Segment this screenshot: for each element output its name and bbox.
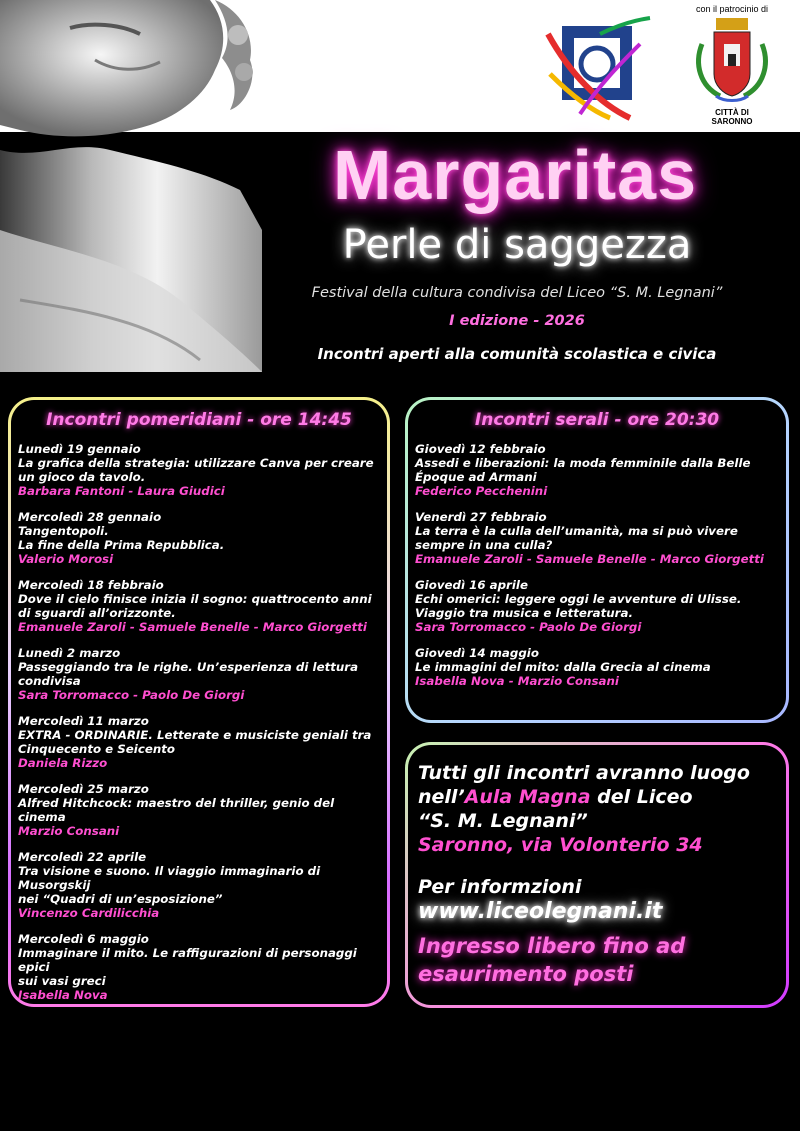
info-block — [418, 761, 776, 988]
event-date: Mercoledì 18 febbraio — [18, 578, 164, 592]
event-speakers: Barbara Fantoni - Laura Giudici — [18, 484, 225, 498]
event-date: Lunedì 2 marzo — [18, 646, 121, 660]
venue-line-2-pre: nell’ — [418, 786, 465, 808]
evening-heading: Incontri serali - ore 20:30 — [474, 410, 720, 430]
evening-panel — [405, 397, 789, 723]
event-speakers: Isabella Nova - Marzio Consani — [415, 674, 619, 688]
list-item — [18, 714, 377, 770]
event-date: Mercoledì 6 maggio — [18, 932, 149, 946]
website-link[interactable]: www.liceolegnani.it — [418, 899, 663, 924]
event-title: La terra è la culla dell’umanità, ma si può vivere sempre in una culla? — [415, 524, 738, 552]
event-date: Giovedì 14 maggio — [415, 646, 539, 660]
festival-subtitle: Perle di saggezza — [342, 222, 692, 268]
afternoon-panel — [8, 397, 390, 1007]
event-title: Alfred Hitchcock: maestro del thriller, genio del cinema — [18, 796, 335, 824]
event-date: Lunedì 19 gennaio — [18, 442, 141, 456]
saronno-crest-icon — [692, 14, 772, 104]
event-speakers: Marzio Consani — [18, 824, 120, 838]
info-panel — [405, 742, 789, 1008]
entry-line-2: esaurimento posti — [418, 962, 634, 986]
event-title: Dove il cielo finisce inizia il sogno: quattrocento anni di sguardi all’orizzonte. — [18, 592, 372, 620]
event-speakers: Sara Torromacco - Paolo De Giorgi — [18, 688, 245, 702]
event-title: Tra visione e suono. Il viaggio immaginario di Musorgskij nei “Quadri di un’esposizione” — [18, 864, 321, 906]
event-date: Venerdì 27 febbraio — [415, 510, 547, 524]
list-item — [415, 646, 776, 688]
list-item — [18, 578, 377, 634]
info-label: Per informzioni — [418, 876, 582, 898]
afternoon-heading: Incontri pomeridiani - ore 14:45 — [46, 410, 352, 430]
event-date: Mercoledì 22 aprile — [18, 850, 147, 864]
venue-line-1: Tutti gli incontri avranno luogo — [418, 762, 750, 784]
event-title: Echi omerici: leggere oggi le avventure di Ulisse. Viaggio tra musica e letteratura. — [415, 592, 742, 620]
venue-line-3: “S. M. Legnani” — [418, 810, 588, 832]
event-title: Immaginare il mito. Le raffigurazioni di personaggi epici sui vasi greci — [18, 946, 357, 988]
statue-illustration — [0, 0, 262, 372]
event-title: Tangentopoli. La fine della Prima Repubblica. — [18, 524, 225, 552]
event-date: Giovedì 16 aprile — [415, 578, 528, 592]
event-date: Mercoledì 28 gennaio — [18, 510, 162, 524]
audience-label: Incontri aperti alla comunità scolastica e civica — [317, 345, 717, 363]
list-item — [415, 510, 776, 566]
event-date: Mercoledì 25 marzo — [18, 782, 149, 796]
list-item — [18, 932, 377, 1002]
entry-notice — [418, 932, 776, 988]
city-line-1: CITTÀ DI — [715, 108, 749, 117]
event-title: Passeggiando tra le righe. Un’esperienza di lettura condivisa — [18, 660, 359, 688]
festival-title: Margaritas — [332, 136, 698, 214]
patronage-block — [688, 4, 776, 126]
venue-address: Saronno, via Volonterio 34 — [418, 834, 703, 856]
event-title: EXTRA - ORDINARIE. Letterate e musiciste geniali tra Cinquecento e Seicento — [18, 728, 372, 756]
list-item — [415, 578, 776, 634]
evening-event-list — [415, 442, 776, 700]
venue-aula-magna: Aula Magna — [464, 786, 591, 808]
list-item — [18, 646, 377, 702]
event-date: Mercoledì 11 marzo — [18, 714, 149, 728]
event-speakers: Valerio Morosi — [18, 552, 114, 566]
afternoon-event-list — [18, 442, 377, 1014]
event-speakers: Sara Torromacco - Paolo De Giorgi — [415, 620, 642, 634]
event-title: La grafica della strategia: utilizzare Canva per creare un gioco da tavolo. — [18, 456, 374, 484]
edition-label: I edizione - 2026 — [449, 313, 585, 329]
event-title: Le immagini del mito: dalla Grecia al cinema — [415, 660, 711, 674]
event-speakers: Federico Pecchenini — [415, 484, 548, 498]
patronage-label: con il patrocinio di — [695, 4, 769, 14]
festival-description: Festival della cultura condivisa del Liceo “S. M. Legnani” — [311, 285, 723, 301]
city-line-2: SARONNO — [711, 117, 753, 126]
venue-line-2-post: del Liceo — [590, 786, 693, 808]
list-item — [18, 850, 377, 920]
list-item — [18, 510, 377, 566]
entry-line-1: Ingresso libero fino ad — [418, 934, 686, 958]
school-logo — [540, 14, 652, 122]
list-item — [18, 442, 377, 498]
event-date: Giovedì 12 febbraio — [415, 442, 546, 456]
event-speakers: Daniela Rizzo — [18, 756, 108, 770]
event-speakers: Vincenzo Cardilicchia — [18, 906, 160, 920]
list-item — [415, 442, 776, 498]
list-item — [18, 782, 377, 838]
event-speakers: Isabella Nova — [18, 988, 108, 1002]
event-speakers: Emanuele Zaroli - Samuele Benelle - Marco Giorgetti — [415, 552, 764, 566]
venue-line-2 — [418, 785, 776, 809]
event-title: Assedi e liberazioni: la moda femminile dalla Belle Époque ad Armani — [415, 456, 751, 484]
spacer — [418, 857, 776, 875]
event-speakers: Emanuele Zaroli - Samuele Benelle - Marco Giorgetti — [18, 620, 367, 634]
